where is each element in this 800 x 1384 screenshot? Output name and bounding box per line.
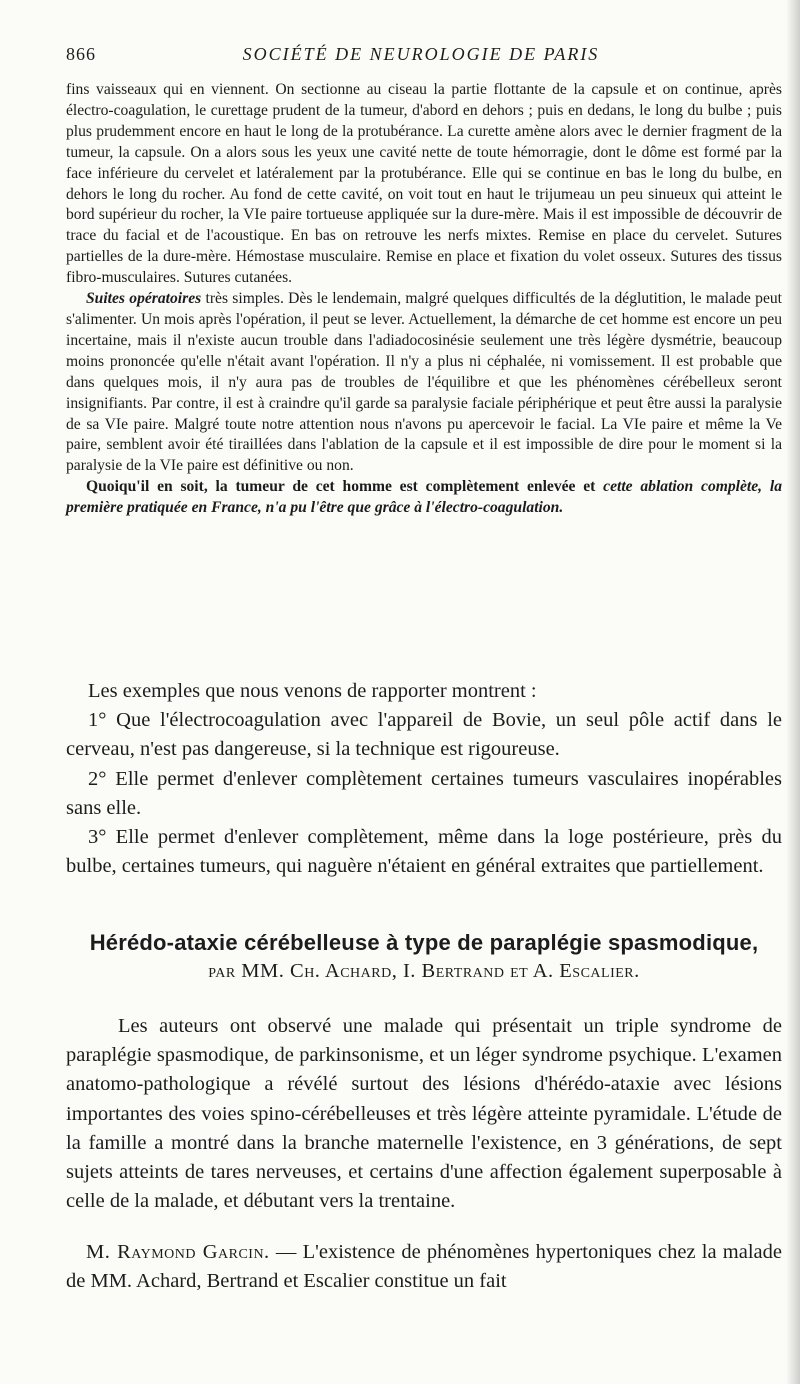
section-abstract [66,1012,782,1216]
page-edge-shadow [786,0,800,1384]
page-header [66,44,776,68]
discussion-text: — L'existence de phénomènes hypertoniques chez la malade de MM. Achard, Bertrand et Escalier constitue un fait [66,1241,782,1293]
conclusion-item: 2° Elle permet d'enlever complètement certaines tumeurs vasculaires inopérables sans elle. [66,767,782,819]
section-title: Hérédo-ataxie cérébelleuse à type de paraplégie spasmodique, [89,930,759,955]
discussion-speaker: M. Raymond Garcin. [86,1241,270,1263]
conclusion-item: 1° Que l'électrocoagulation avec l'appareil de Bovie, un seul pôle actif dans le cerveau, n'est pas dangereuse, si la technique est rigoureuse. [66,709,782,761]
case-report-text [66,80,782,519]
postoperative-paragraph [66,289,782,477]
section-authors: par MM. Ch. Achard, I. Bertrand et A. Escalier. [208,960,640,982]
running-title: SOCIÉTÉ DE NEUROLOGIE DE PARIS [242,44,600,64]
conclusions-list [66,677,782,881]
conclusion-text: Quoiqu'il en soit, la tumeur de cet homme est complètement enlevée et [86,478,604,496]
conclusion-emphasis: cette ablation complète, la première pratiquée en France, n'a pu l'être que grâce à l'électro-coagulation. [66,478,782,517]
abstract-paragraph: Les auteurs ont observé une malade qui présentait un triple syndrome de paraplégie spasmodique, de parkinsonisme, et un léger syndrome psychique. L'examen anatomo-pathologique a révélé surtout des lésions d'hérédo-ataxie avec lésions importantes des voies spino-cérébelleuses et très légère atteinte pyramidale. L'étude de la famille a montré dans la branche maternelle l'existence, en 3 générations, de sept sujets atteints de tares nerveuses, et certains d'une affection également superposable à celle de la malade, et débutant vers la trentaine. [66,1015,782,1213]
discussion [66,1238,782,1296]
page-number: 866 [66,44,96,64]
case-report-paragraph: fins vaisseaux qui en viennent. On sectionne au ciseau la partie flottante de la capsule et on continue, après électro-coagulation, le curettage prudent de la tumeur, d'abord en dehors ; puis en dedans, le long du bulbe ; puis plus prudemment encore en haut le long de la protubérance. La curette amène alors avec le dernier fragment de la tumeur, la capsule. On a alors sous les yeux une cavité nette de toute hémorragie, dont le dôme est formé par la face inférieure du cervelet et latéralement par la protubérance. Elle qui se continue en bas le long du bulbe, en dehors le long du rocher. Au fond de cette cavité, on voit tout en haut le trijumeau un peu sinueux qui atteint le bord supérieur du rocher, la VIe paire tortueuse appliquée sur la dure-mère. Mais il est impossible de découvrir de trace du facial et de l'acoustique. En bas on retrouve les nerfs mixtes. Remise en place du cervelet. Sutures partielles de la dure-mère. Hémostase musculaire. Remise en place et fixation du volet osseux. Sutures des tissus fibro-musculaires. Sutures cutanées. [66,81,782,287]
conclusion-item: 3° Elle permet d'enlever complètement, même dans la loge postérieure, près du bulbe, certaines tumeurs, qui naguère n'étaient en général extraites que partiellement. [66,826,782,878]
postoperative-text: très simples. Dès le lendemain, malgré quelques difficultés de la déglutition, le malade peut s'alimenter. Un mois après l'opération, il peut se lever. Actuellement, la démarche de cet homme est encore un peu incertaine, mais il n'existe aucun trouble dans l'adiadocosinésie seulement une très légère dysmétrie, beaucoup moins prononcée qu'elle n'était avant l'opération. Il n'y a plus ni céphalée, ni vomissement. Il est probable que dans quelques mois, il n'y aura pas de troubles de l'équilibre et que les phénomènes cérébelleux seront insignifiants. Par contre, il est à craindre qu'il garde sa paralysie faciale périphérique et peut être aussi la paralysie de sa VIe paire. Malgré toute notre attention nous n'avons pu apercevoir le facial. La VIe paire et même la Ve paire, semblent avoir été tiraillées dans l'ablation de la capsule et il est impossible de dire pour le moment si la paralysie de la VIe paire est définitive ou non. [66,290,782,475]
conclusion-paragraph [66,477,782,519]
conclusions-lead: Les exemples que nous venons de rapporter montrent : [88,680,537,702]
postoperative-label: Suites opératoires [86,290,202,308]
discussion-paragraph [66,1238,782,1296]
